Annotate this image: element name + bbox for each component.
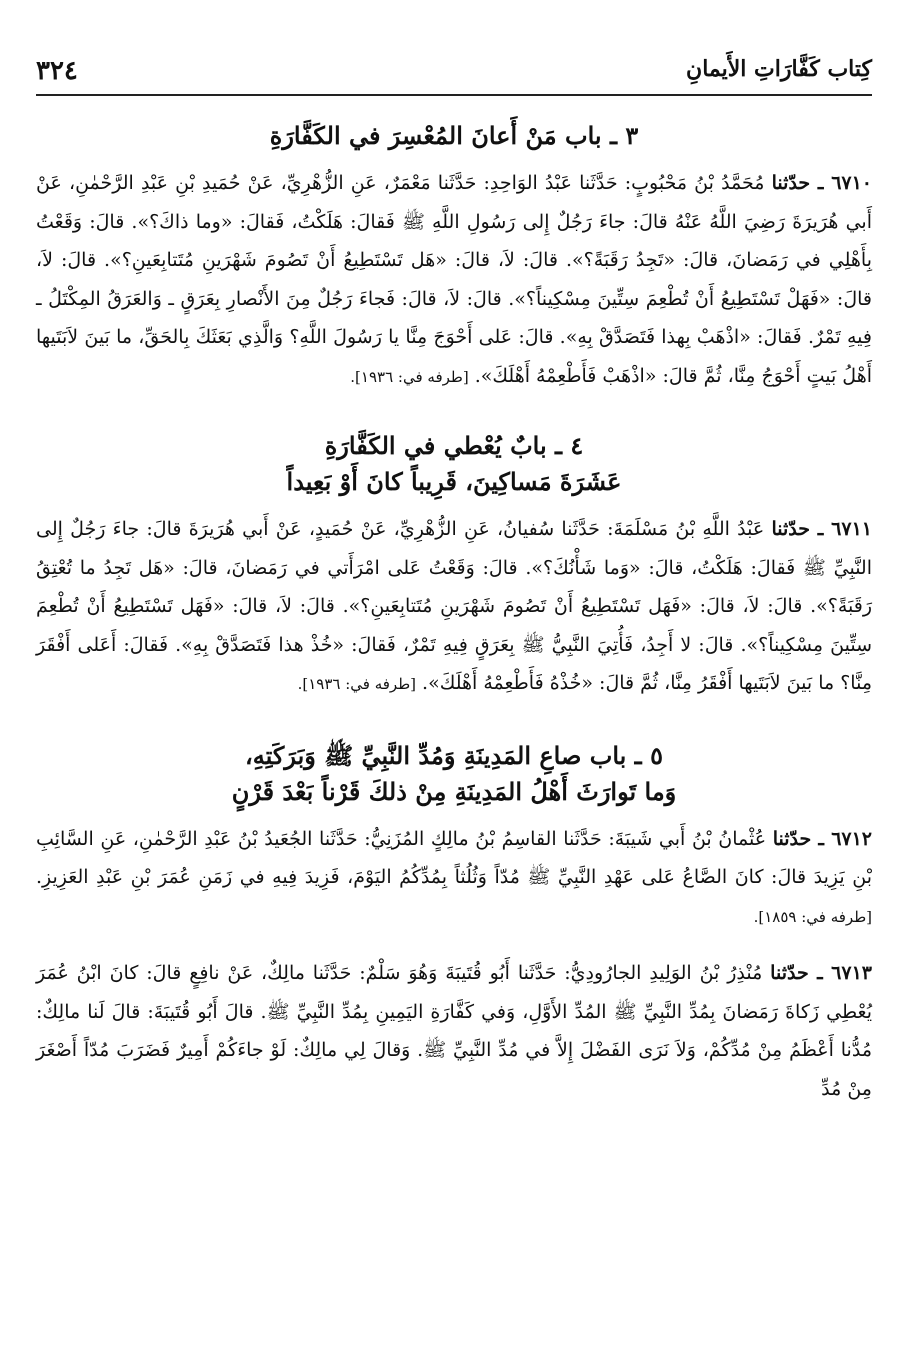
- hadith-reference: [طرفه في: ١٩٣٦].: [297, 675, 416, 693]
- chapter-title-line2: عَشَرَةَ مَساكِينَ، قَرِيباً كانَ أَوْ بَعِيداً: [286, 467, 622, 496]
- hadith-lead: ٦٧١١ ـ حدّثنا: [771, 518, 872, 540]
- book-page: [36, 48, 872, 1344]
- page-number: ٣٢٤: [36, 56, 78, 86]
- hadith-lead: ٦٧١٣ ـ حدّثنا: [770, 962, 872, 984]
- hadith-6711: [36, 510, 872, 704]
- hadith-lead: ٦٧١٢ ـ حدّثنا: [772, 827, 873, 850]
- hadith-6712: [36, 820, 872, 937]
- hadith-6710: [36, 164, 872, 396]
- chapter-title-line1: ٤ ـ بابٌ يُعْطي في الكَفَّارَةِ: [324, 431, 584, 460]
- hadith-text: عُثْمانُ بْنُ أَبي شَيبَةَ: حَدَّثَنا القاسِمُ بْنُ مالِكٍ المُزَنِيُّ: حَدَّثَنا الجُعَيدُ بْنُ عَبْدِ الرَّحْمٰنِ، عَنِ السَّائِبِ بْنِ يَزِيدَ قالَ: كانَ الصَّاعُ عَلى عَهْدِ النَّبِيِّ ﷺ مُدّاً وَثُلُثاً بِمُدِّكُمُ اليَوْمَ، فَزِيدَ فِيهِ في زَمَنِ عُمَرَ بْنِ عَبْدِ العَزِيزِ.: [36, 827, 872, 888]
- chapter-heading-3: [36, 118, 872, 154]
- chapter-heading-5: [36, 738, 872, 810]
- hadith-6713: [36, 954, 872, 1108]
- hadith-reference: [طرفه في: ١٩٣٦].: [350, 367, 469, 386]
- hadith-text: مُحَمَّدُ بْنُ مَحْبُوبٍ: حَدَّثَنا عَبْدُ الوَاحِدِ: حَدَّثَنا مَعْمَرٌ، عَنِ الزُّهْرِيِّ، عَنْ حُمَيدِ بْنِ عَبْدِ الرَّحْمٰنِ، عَنْ أَبي هُرَيرَةَ رَضِيَ اللَّهُ عَنْهُ قالَ: جاءَ رَجُلٌ إِلى رَسُولِ اللَّهِ ﷺ فَقالَ: هَلَكْتُ، فَقالَ: «وما ذاكَ؟». قالَ: وَقَعْتُ بِأَهْلِي في رَمَضانَ، قالَ: «تَجِدُ رَقَبَةً؟». قالَ: لاَ، قالَ: «هَل تَسْتَطِيعُ أَنْ تَصُومَ شَهْرَينِ مُتَتابِعَينِ؟». قالَ: لاَ، قالَ: «فَهَلْ تَسْتَطِيعُ أَنْ تُطْعِمَ سِتِّينَ مِسْكِيناً؟». قالَ: لاَ، قالَ: فَجاءَ رَجُلٌ مِنَ الأَنْصارِ بِعَرَقٍ ـ وَالعَرَقُ المِكْتَلُ ـ فِيهِ تَمْرٌ. فَقالَ: «اذْهَبْ بِهذا فَتَصَدَّقْ بِهِ». قالَ: عَلى أَحْوَجَ مِنَّا يا رَسُولَ اللَّهِ؟ وَالَّذِي بَعَثَكَ بِالحَقِّ، ما بَينَ لاَبَتَيها أَهْلُ بَيتٍ أَحْوَجُ مِنَّا، ثُمَّ قالَ: «اذْهَبْ فَأَطْعِمْهُ أَهْلَكَ».: [36, 172, 872, 387]
- chapter-title-line2: وَما تَوارَثَ أَهْلُ المَدِينَةِ مِنْ ذلكَ قَرْناً بَعْدَ قَرْنٍ: [231, 776, 677, 806]
- chapter-heading-4: [36, 428, 872, 500]
- running-header: [36, 48, 872, 96]
- hadith-text: عَبْدُ اللَّهِ بْنُ مَسْلَمَةَ: حَدَّثَنا سُفيانُ، عَنِ الزُّهْرِيِّ، عَنْ حُمَيدٍ، عَنْ أَبي هُرَيرَةَ قالَ: جاءَ رَجُلٌ إِلى النَّبِيِّ ﷺ فَقالَ: هَلَكْتُ، قالَ: «وَما شَأْنُكَ؟». قالَ: وَقَعْتُ عَلى امْرَأَتي في رَمَضانَ، قالَ: «هَل تَجِدُ ما تُعْتِقُ رَقَبَةً؟». قالَ: لاَ، قالَ: «فَهَل تَسْتَطِيعُ أَنْ تَصُومَ شَهْرَينِ مُتَتابِعَينِ؟». قالَ: لاَ، قالَ: «فَهَل تَسْتَطِيعُ أَنْ تُطْعِمَ سِتِّينَ مِسْكِيناً؟». قالَ: لا أَجِدُ، فَأُتِيَ النَّبِيُّ ﷺ بِعَرَقٍ فِيهِ تَمْرٌ، فَقالَ: «خُذْ هذا فَتَصَدَّقْ بِهِ». فَقالَ: أَعَلى أَفْقَرَ مِنَّا؟ ما بَينَ لاَبَتَيها أَفْقَرُ مِنَّا، ثُمَّ قالَ: «خُذْهُ فَأَطْعِمْهُ أَهْلَكَ».: [36, 518, 872, 694]
- chapter-title: ٣ ـ باب مَنْ أَعانَ المُعْسِرَ في الكَفَّارَةِ: [269, 121, 639, 150]
- hadith-lead: ٦٧١٠ ـ حدّثنا: [771, 172, 873, 194]
- hadith-reference: [طرفه في: ١٨٥٩].: [753, 907, 872, 926]
- hadith-text: مُنْذِرُ بْنُ الوَلِيدِ الجارُودِيُّ: حَدَّثَنا أَبُو قُتَيبَةَ وَهُوَ سَلْمٌ: حَدَّثَنا مالِكٌ، عَنْ نافِعٍ قالَ: كانَ ابْنُ عُمَرَ يُعْطِي زَكاةَ رَمَضانَ بِمُدِّ النَّبِيِّ ﷺ المُدِّ الأَوَّلِ، وَفي كَفَّارَةِ اليَمِينِ بِمُدِّ النَّبِيِّ ﷺ. قالَ أَبُو قُتَيبَةَ: قالَ لَنا مالِكٌ: مُدُّنا أَعْظَمُ مِنْ مُدِّكُمْ، وَلاَ نَرَى الفَضْلَ إِلاَّ في مُدِّ النَّبِيِّ ﷺ. وَقالَ لِي مالِكٌ: لَوْ جاءَكُمْ أَمِيرٌ فَضَرَبَ مُدّاً أَصْغَرَ مِنْ مُدِّ: [36, 962, 872, 1100]
- chapter-title-line1: ٥ ـ باب صاعِ المَدِينَةِ وَمُدِّ النَّبِيِّ ﷺ وَبَرَكَتِهِ،: [245, 740, 663, 770]
- book-title: كِتاب كَفَّارَاتِ الأَيمانِ: [686, 56, 872, 82]
